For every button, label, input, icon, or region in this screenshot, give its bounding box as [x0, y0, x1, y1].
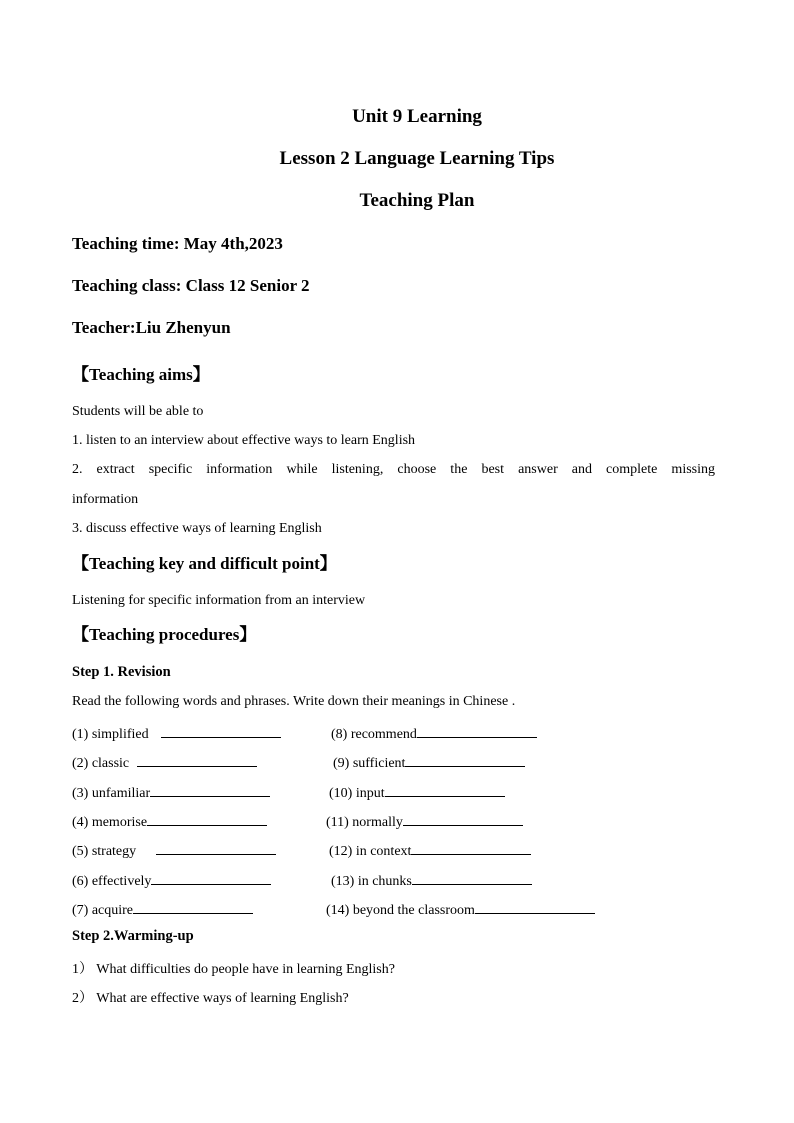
vocab-item [329, 782, 505, 802]
answer-blank [156, 840, 276, 855]
vocab-item [331, 870, 532, 890]
answer-blank [150, 782, 270, 797]
vocab-label: (13) in chunks [331, 874, 412, 889]
vocab-item [72, 723, 281, 743]
step-1-heading: Step 1. Revision [72, 664, 171, 680]
answer-blank [385, 782, 505, 797]
aims-intro: Students will be able to [72, 404, 204, 419]
vocab-item [72, 782, 270, 802]
answer-blank [403, 811, 523, 826]
answer-blank [417, 723, 537, 738]
vocab-item [72, 752, 257, 772]
answer-blank [412, 870, 532, 885]
warmup-question-1: 1） What difficulties do people have in learning English? [72, 962, 395, 977]
vocab-label: (2) classic [72, 756, 130, 771]
vocab-label: (5) strategy [72, 844, 137, 859]
aim-item-3: 3. discuss effective ways of learning English [72, 521, 322, 536]
answer-blank [151, 870, 271, 885]
vocab-label: (14) beyond the classroom [326, 903, 475, 918]
aim-item-2-continued: information [72, 492, 139, 507]
aim-item-2: 2. extract specific information while listening, choose the best answer and complete missing [72, 462, 715, 477]
vocab-label: (11) normally [326, 815, 403, 830]
vocab-item [72, 840, 276, 860]
warmup-question-2: 2） What are effective ways of learning English? [72, 991, 349, 1006]
teaching-class: Teaching class: Class 12 Senior 2 [72, 276, 310, 295]
vocab-item [72, 811, 267, 831]
vocab-label: (4) memorise [72, 815, 148, 830]
answer-blank [133, 899, 253, 914]
key-text: Listening for specific information from an interview [72, 593, 366, 608]
vocab-item [329, 840, 531, 860]
vocab-label: (8) recommend [331, 727, 417, 742]
answer-blank [137, 752, 257, 767]
vocab-label: (1) simplified [72, 727, 149, 742]
vocab-item [331, 723, 537, 743]
vocab-label: (7) acquire [72, 903, 134, 918]
teacher-name: Teacher:Liu Zhenyun [72, 318, 231, 337]
unit-title: Unit 9 Learning [352, 106, 482, 127]
vocab-label: (6) effectively [72, 874, 152, 889]
lesson-title: Lesson 2 Language Learning Tips [279, 148, 555, 169]
aims-heading: 【Teaching aims】 [72, 365, 210, 384]
step-1-instruction: Read the following words and phrases. Write down their meanings in Chinese . [72, 694, 516, 709]
vocab-label: (12) in context [329, 844, 412, 859]
key-heading: 【Teaching key and difficult point】 [72, 554, 337, 573]
answer-blank [405, 752, 525, 767]
vocab-item [326, 899, 595, 919]
vocab-item [333, 752, 525, 772]
vocab-label: (9) sufficient [333, 756, 406, 771]
vocab-label: (3) unfamiliar [72, 786, 151, 801]
procedures-heading: 【Teaching procedures】 [72, 625, 257, 644]
answer-blank [475, 899, 595, 914]
answer-blank [161, 723, 281, 738]
answer-blank [411, 840, 531, 855]
vocab-item [72, 899, 253, 919]
vocab-label: (10) input [329, 786, 385, 801]
vocab-item [72, 870, 271, 890]
plan-title: Teaching Plan [359, 190, 475, 211]
teaching-time: Teaching time: May 4th,2023 [72, 234, 283, 253]
answer-blank [147, 811, 267, 826]
vocab-item [326, 811, 523, 831]
aim-item-1: 1. listen to an interview about effective ways to learn English [72, 433, 416, 448]
step-2-heading: Step 2.Warming-up [72, 928, 194, 944]
